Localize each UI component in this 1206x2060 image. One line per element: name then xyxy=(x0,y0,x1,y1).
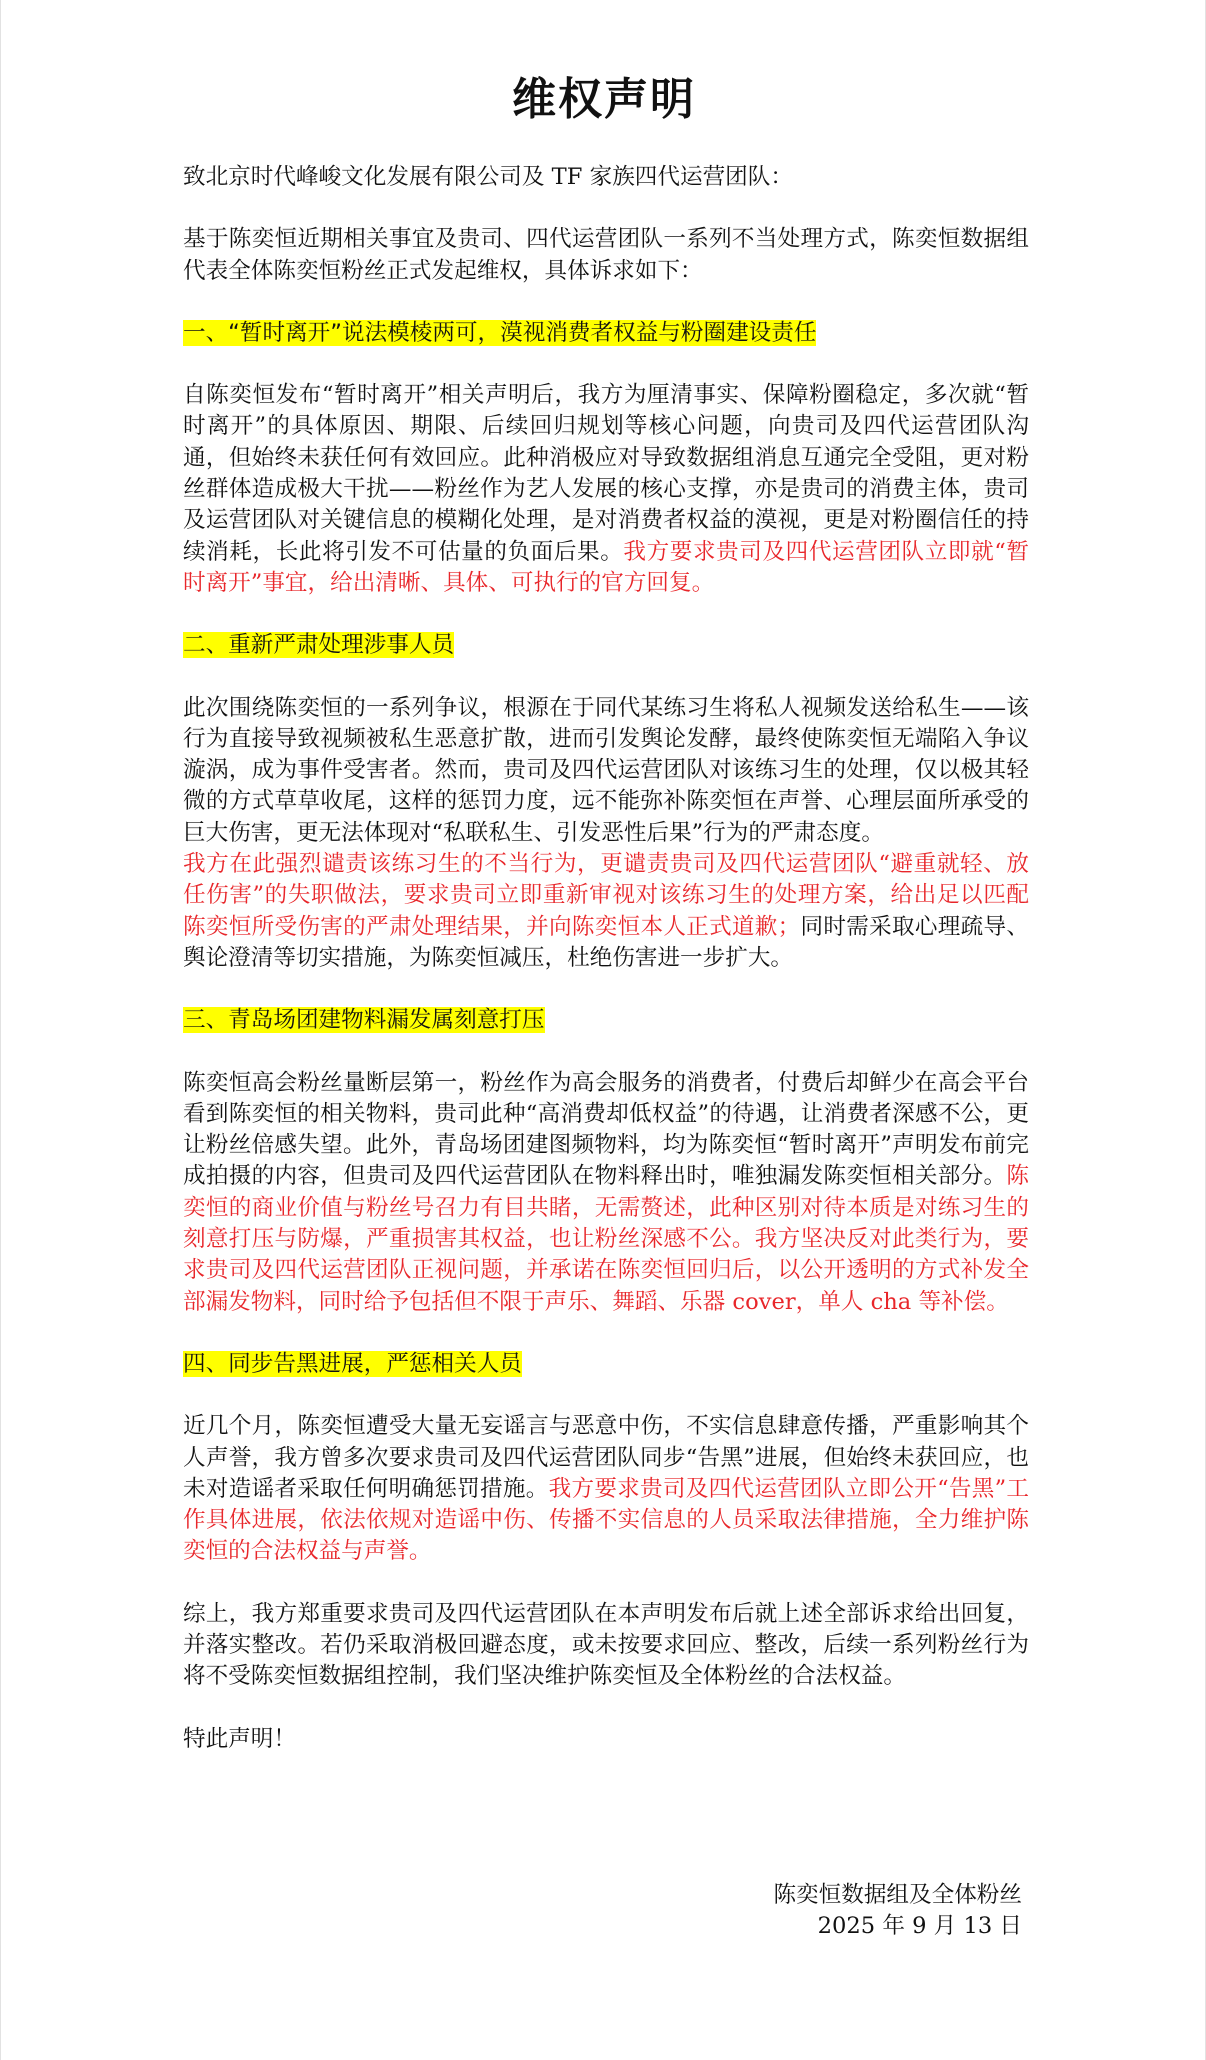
section-4-paragraph xyxy=(183,1411,1029,1567)
section-heading-3-text: 三、青岛场团建物料漏发属刻意打压 xyxy=(183,1007,545,1034)
section-2-paragraph-1-normal: 此次围绕陈奕恒的一系列争议，根源在于同代某练习生将私人视频发送给私生——该行为直接导致视频被私生恶意扩散，进而引发舆论发酵，最终使陈奕恒无端陷入争议漩涡，成为事件受害者。然而，贵司及四代运营团队对该练习生的处理，仅以极其轻微的方式草草收尾，这样的惩罚力度，远不能弥补陈奕恒在声誉、心理层面所承受的巨大伤害，更无法体现对“私联私生、引发恶性后果”行为的严肃态度。 xyxy=(183,694,1029,846)
conclusion-paragraph: 综上，我方郑重要求贵司及四代运营团队在本声明发布后就上述全部诉求给出回复，并落实整改。若仍采取消极回避态度，或未按要求回应、整改，后续一系列粉丝行为将不受陈奕恒数据组控制，我们坚决维护陈奕恒及全体粉丝的合法权益。 xyxy=(183,1600,1029,1690)
signature-date: 2025 年 9 月 13 日 xyxy=(817,1913,1022,1940)
section-heading-1 xyxy=(183,318,1029,349)
document-body xyxy=(183,162,1029,1755)
section-4-paragraph-demand: 我方要求贵司及四代运营团队立即公开“告黑”工作具体进展，依法依规对造谣中伤、传播不实信息的人员采取法律措施，全力维护陈奕恒的合法权益与声誉。 xyxy=(183,1475,1030,1565)
section-3-paragraph-normal: 陈奕恒高会粉丝量断层第一，粉丝作为高会服务的消费者，付费后却鲜少在高会平台看到陈奕恒的相关物料，贵司此种“高消费却低权益”的待遇，让消费者深感不公，更让粉丝倍感失望。此外，青岛场团建图频物料，均为陈奕恒“暂时离开”声明发布前完成拍摄的内容，但贵司及四代运营团队在物料释出时，唯独漏发陈奕恒相关部分。 xyxy=(183,1069,1029,1190)
section-heading-4 xyxy=(183,1349,1029,1380)
salutation: 致北京时代峰峻文化发展有限公司及 TF 家族四代运营团队： xyxy=(183,164,793,190)
section-1-paragraph xyxy=(183,380,1029,599)
section-2-paragraph-2-after: 同时需采取心理疏导、舆论澄清等切实措施，为陈奕恒减压，杜绝伤害进一步扩大。 xyxy=(183,913,1030,971)
section-2-paragraph-2-demand: 我方在此强烈谴责该练习生的不当行为，更谴责贵司及四代运营团队“避重就轻、放任伤害”的失职做法，要求贵司立即重新审视对该练习生的处理方案，给出足以匹配陈奕恒所受伤害的严肃处理结果，并向陈奕恒本人正式道歉； xyxy=(183,851,1029,940)
signature-block xyxy=(773,1880,1022,1943)
section-2-paragraph-2 xyxy=(183,849,1029,974)
section-3-paragraph xyxy=(183,1068,1029,1318)
section-heading-2-text: 二、重新严肃处理涉事人员 xyxy=(183,632,455,659)
section-1-paragraph-normal: 自陈奕恒发布“暂时离开”相关声明后，我方为厘清事实、保障粉圈稳定，多次就“暂时离开”的具体原因、期限、后续回归规划等核心问题，向贵司及四代运营团队沟通，但始终未获任何有效回应。此种消极应对导致数据组消息互通完全受阻，更对粉丝群体造成极大干扰——粉丝作为艺人发展的核心支撑，亦是贵司的消费主体，贵司及运营团队对关键信息的模糊化处理，是对消费者权益的漠视，更是对粉圈信任的持续消耗，长此将引发不可估量的负面后果。 xyxy=(183,382,1029,565)
section-heading-3 xyxy=(183,1005,1029,1036)
section-heading-2 xyxy=(183,630,1029,661)
document-title: 维权声明 xyxy=(512,74,696,125)
section-heading-1-text: 一、“暂时离开”说法模棱两可，漠视消费者权益与粉圈建设责任 xyxy=(183,319,817,346)
section-1-paragraph-demand: 我方要求贵司及四代运营团队立即就“暂时离开”事宜，给出清晰、具体、可执行的官方回复。 xyxy=(183,538,1029,596)
section-2-paragraph-1 xyxy=(183,693,1029,849)
intro-paragraph: 基于陈奕恒近期相关事宜及贵司、四代运营团队一系列不当处理方式，陈奕恒数据组代表全体陈奕恒粉丝正式发起维权，具体诉求如下： xyxy=(183,226,1029,284)
closing-line: 特此声明！ xyxy=(183,1725,296,1752)
section-3-paragraph-demand: 陈奕恒的商业价值与粉丝号召力有目共睹，无需赘述，此种区别对待本质是对练习生的刻意打压与防爆，严重损害其权益，也让粉丝深感不公。我方坚决反对此类行为，要求贵司及四代运营团队正视问题，并承诺在陈奕恒回归后，以公开透明的方式补发全部漏发物料，同时给予包括但不限于声乐、舞蹈、乐器 cover，单人 cha 等补偿。 xyxy=(183,1163,1029,1315)
section-4-paragraph-normal: 近几个月，陈奕恒遭受大量无妄谣言与恶意中伤，不实信息肆意传播，严重影响其个人声誉，我方曾多次要求贵司及四代运营团队同步“告黑”进展，但始终未获回应，也未对造谣者采取任何明确惩罚措施。 xyxy=(183,1413,1029,1502)
section-heading-4-text: 四、同步告黑进展，严惩相关人员 xyxy=(183,1350,522,1377)
signature-org: 陈奕恒数据组及全体粉丝 xyxy=(773,1882,1022,1908)
